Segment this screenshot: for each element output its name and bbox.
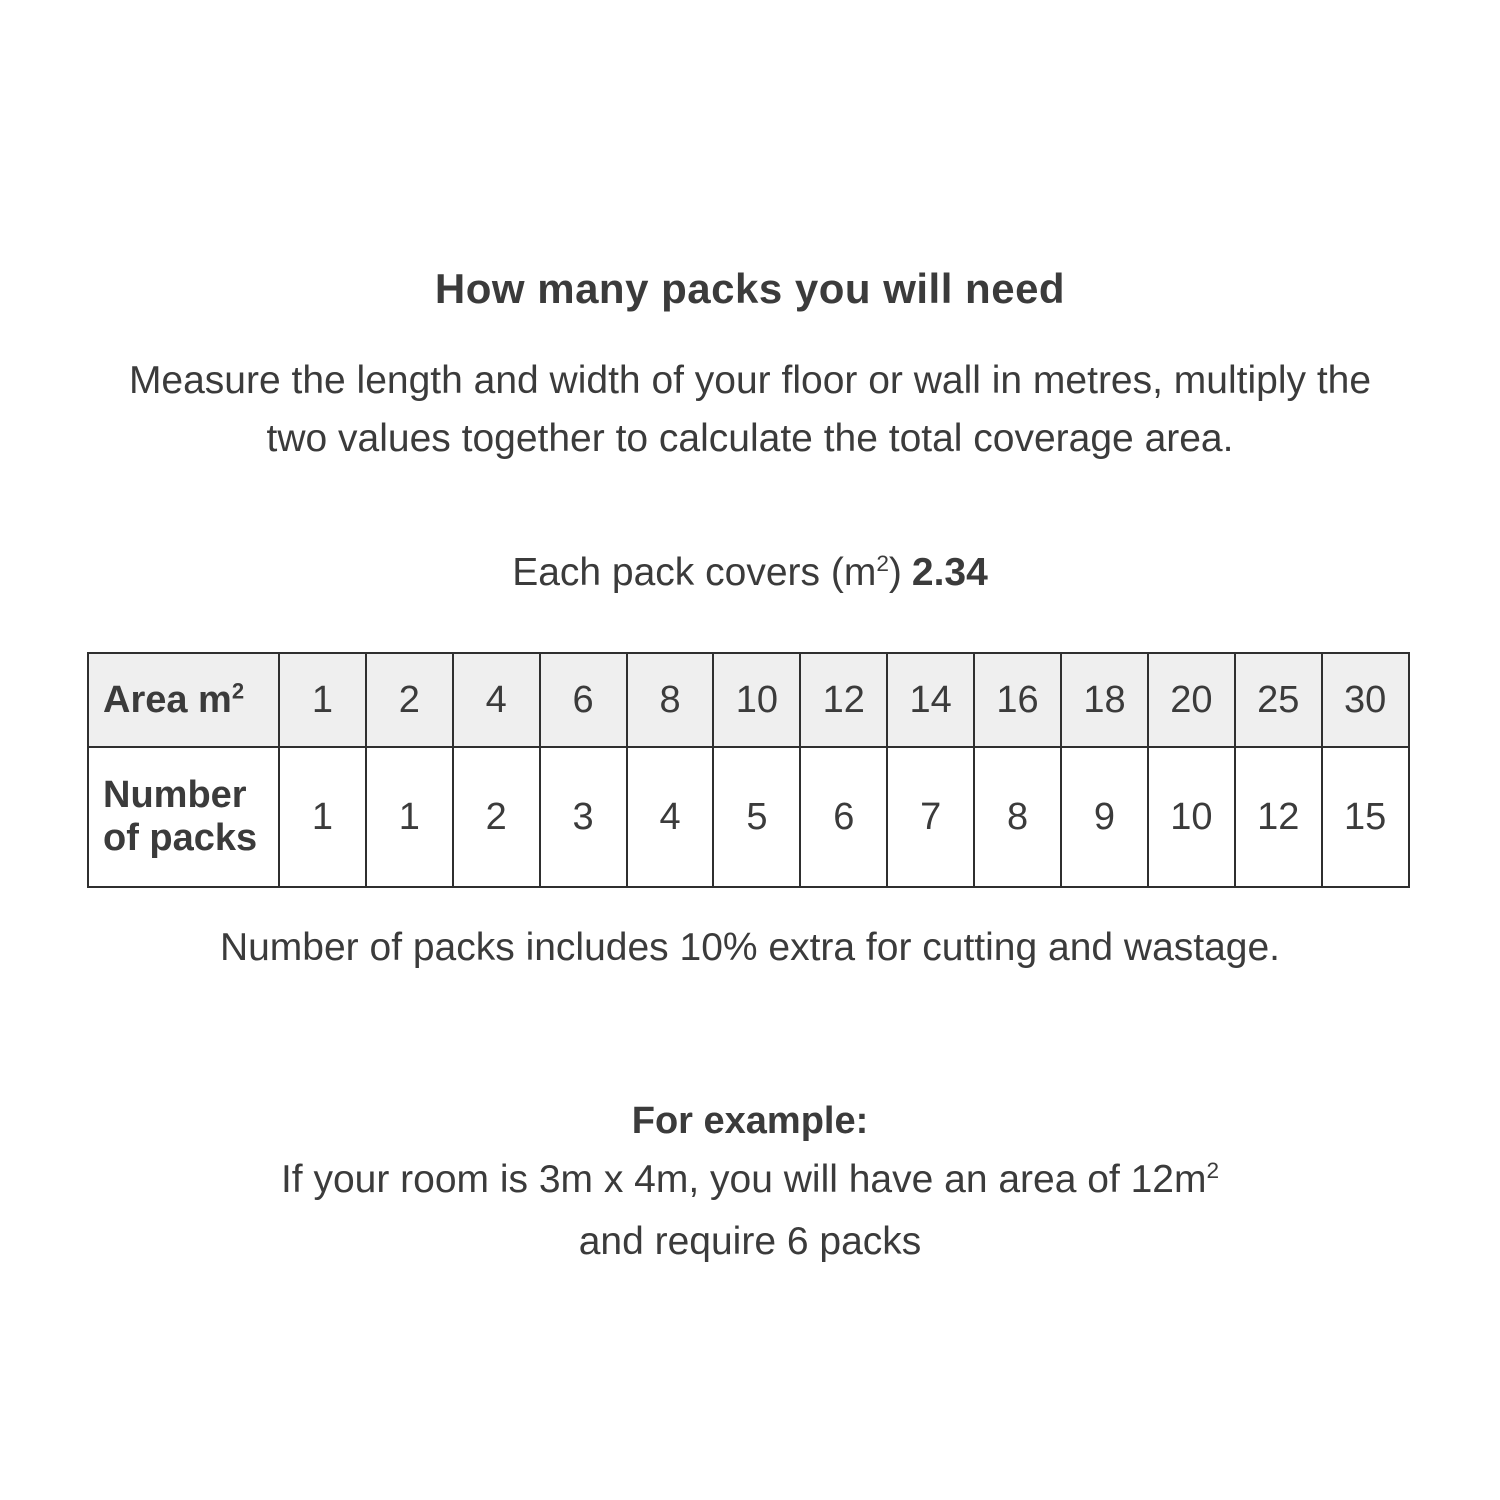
- packs-value-cell: 7: [887, 747, 974, 887]
- intro-line-1: Measure the length and width of your floor or wall in metres, multiply the: [128, 359, 1372, 402]
- packs-row: [88, 747, 1409, 887]
- example-heading: For example:: [631, 1100, 869, 1142]
- packs-value-cell: 1: [366, 747, 453, 887]
- packs-value-cell: 10: [1148, 747, 1235, 887]
- packs-value-cell: 6: [800, 747, 887, 887]
- pack-coverage-line: [0, 551, 1500, 595]
- area-value-cell: 16: [974, 653, 1061, 747]
- packs-table: [87, 652, 1410, 888]
- area-label-text: Area m: [103, 678, 232, 721]
- packs-value-cell: 2: [453, 747, 540, 887]
- packs-value-cell: 9: [1061, 747, 1148, 887]
- packs-row-label: Number of packs: [88, 747, 279, 887]
- intro-paragraph: [0, 352, 1500, 468]
- area-value-cell: 14: [887, 653, 974, 747]
- intro-line-2: two values together to calculate the total coverage area.: [266, 417, 1234, 460]
- area-value-cell: 2: [366, 653, 453, 747]
- coverage-label-suffix: ): [888, 551, 902, 594]
- example-line-2: and require 6 packs: [578, 1220, 922, 1263]
- packs-value-cell: 1: [279, 747, 366, 887]
- coverage-label-superscript: 2: [876, 551, 889, 576]
- packs-value-cell: 8: [974, 747, 1061, 887]
- area-value-cell: 10: [713, 653, 800, 747]
- area-value-cell: 1: [279, 653, 366, 747]
- packs-value-cell: 5: [713, 747, 800, 887]
- area-value-cell: 30: [1322, 653, 1409, 747]
- packs-value-cell: 15: [1322, 747, 1409, 887]
- example-line1-superscript: 2: [1206, 1158, 1220, 1183]
- example-line1-text: If your room is 3m x 4m, you will have an area of 12m: [280, 1158, 1207, 1201]
- coverage-label-prefix: Each pack covers (m: [512, 551, 877, 594]
- example-line-1: [0, 1158, 1500, 1202]
- area-value-cell: 4: [453, 653, 540, 747]
- page-title: How many packs you will need: [434, 265, 1066, 312]
- coverage-value: 2.34: [911, 551, 988, 594]
- area-value-cell: 8: [627, 653, 714, 747]
- packs-value-cell: 12: [1235, 747, 1322, 887]
- area-header-row: [88, 653, 1409, 747]
- area-value-cell: 20: [1148, 653, 1235, 747]
- area-value-cell: 6: [540, 653, 627, 747]
- area-value-cell: 25: [1235, 653, 1322, 747]
- area-label-superscript: 2: [231, 677, 245, 703]
- wastage-footnote: Number of packs includes 10% extra for cutting and wastage.: [219, 926, 1281, 969]
- area-value-cell: 12: [800, 653, 887, 747]
- packs-value-cell: 3: [540, 747, 627, 887]
- area-row-label: [88, 653, 279, 747]
- packs-value-cell: 4: [627, 747, 714, 887]
- area-value-cell: 18: [1061, 653, 1148, 747]
